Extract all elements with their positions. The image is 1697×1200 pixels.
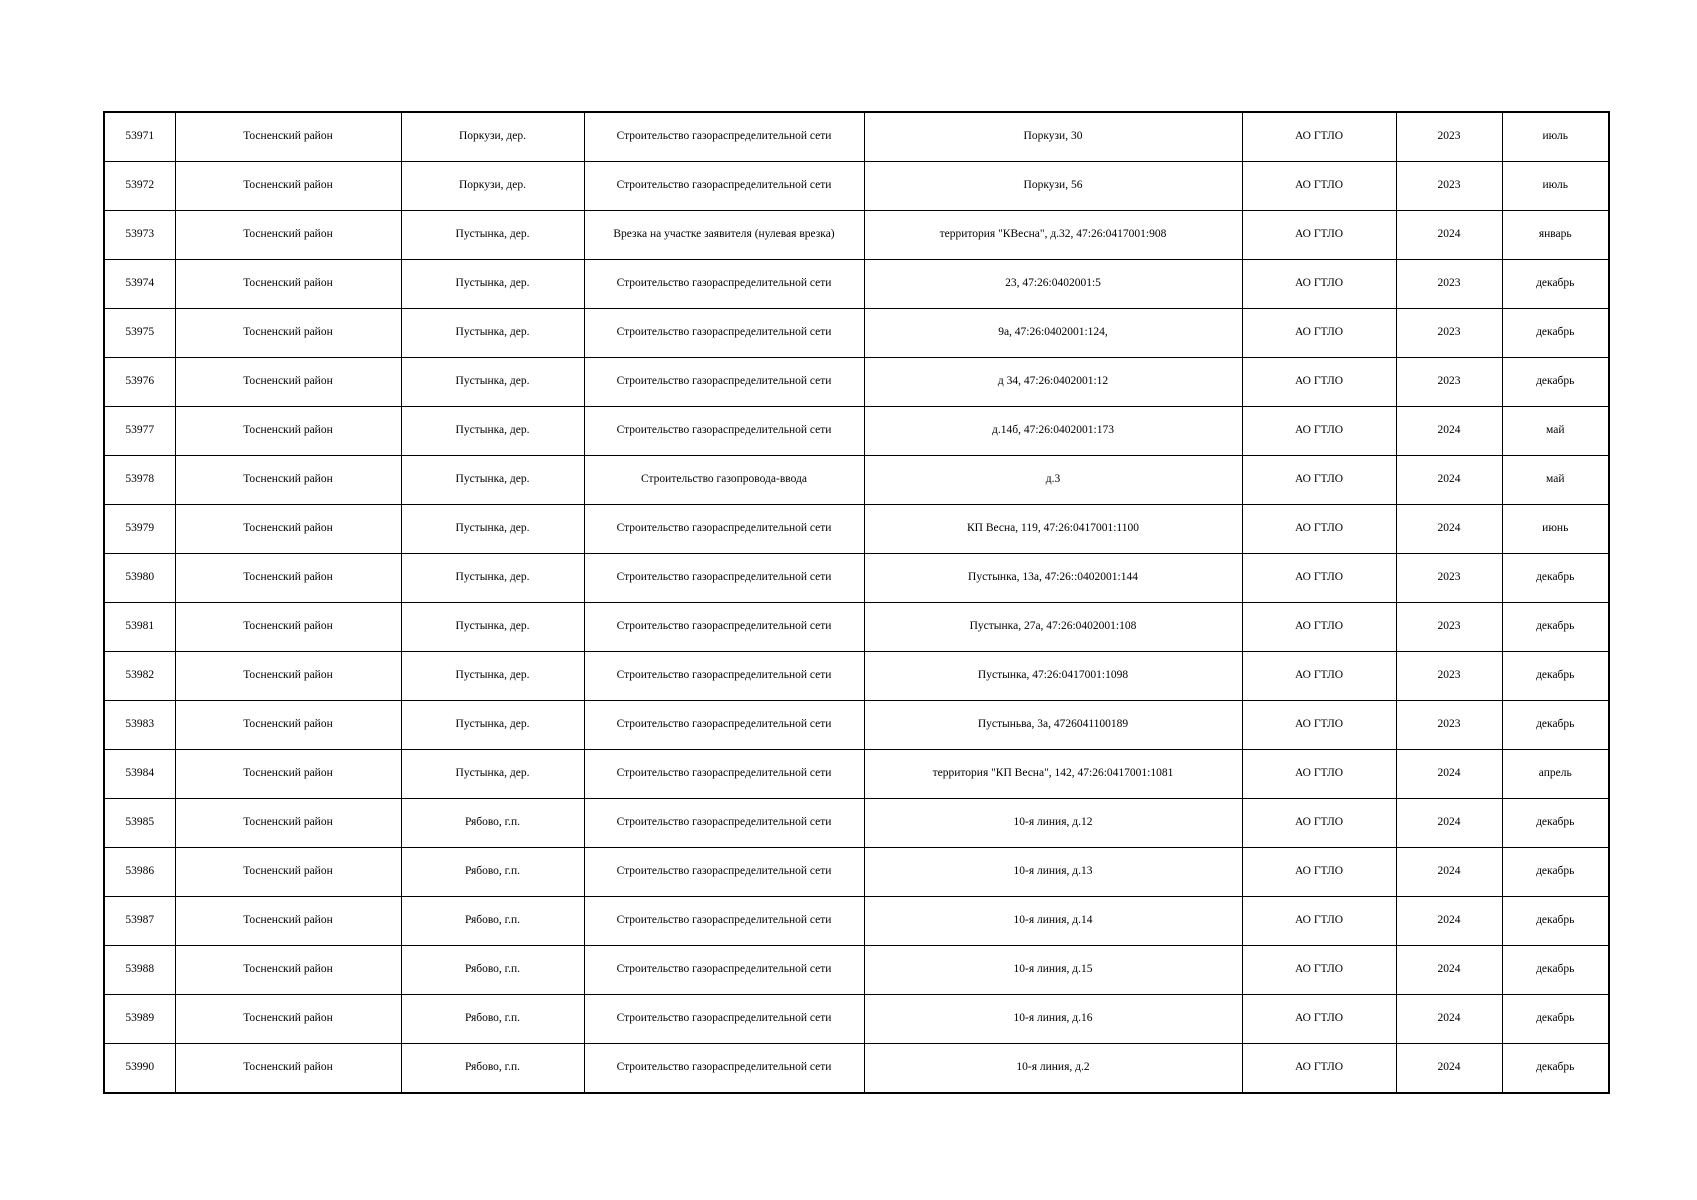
cell-year: 2023 [1396, 112, 1502, 162]
table-row [104, 603, 1609, 652]
table-row [104, 946, 1609, 995]
cell-locality: Поркузи, дер. [401, 162, 584, 211]
cell-year: 2024 [1396, 848, 1502, 897]
cell-organization: АО ГТЛО [1242, 358, 1396, 407]
cell-month: декабрь [1502, 946, 1609, 995]
cell-organization: АО ГТЛО [1242, 211, 1396, 260]
table-row [104, 358, 1609, 407]
cell-locality: Пустынка, дер. [401, 701, 584, 750]
cell-record-id: 53977 [104, 407, 175, 456]
cell-locality: Пустынка, дер. [401, 456, 584, 505]
cell-district: Тосненский район [175, 260, 401, 309]
cell-locality: Пустынка, дер. [401, 309, 584, 358]
cell-address: 10-я линия, д.13 [864, 848, 1242, 897]
table-row [104, 456, 1609, 505]
cell-work-type: Строительство газораспределительной сети [584, 309, 864, 358]
cell-address: территория "КВесна", д.32, 47:26:0417001:908 [864, 211, 1242, 260]
cell-district: Тосненский район [175, 407, 401, 456]
cell-organization: АО ГТЛО [1242, 554, 1396, 603]
cell-year: 2023 [1396, 358, 1502, 407]
cell-year: 2024 [1396, 995, 1502, 1044]
cell-locality: Пустынка, дер. [401, 211, 584, 260]
cell-organization: АО ГТЛО [1242, 112, 1396, 162]
cell-month: май [1502, 456, 1609, 505]
cell-month: июль [1502, 162, 1609, 211]
cell-month: декабрь [1502, 897, 1609, 946]
cell-locality: Рябово, г.п. [401, 1044, 584, 1094]
cell-district: Тосненский район [175, 112, 401, 162]
cell-year: 2023 [1396, 260, 1502, 309]
cell-work-type: Строительство газораспределительной сети [584, 848, 864, 897]
cell-record-id: 53987 [104, 897, 175, 946]
cell-organization: АО ГТЛО [1242, 407, 1396, 456]
cell-organization: АО ГТЛО [1242, 995, 1396, 1044]
table-row [104, 309, 1609, 358]
table-body [104, 112, 1609, 1093]
cell-address: д.14б, 47:26:0402001:173 [864, 407, 1242, 456]
cell-address: 10-я линия, д.15 [864, 946, 1242, 995]
cell-district: Тосненский район [175, 897, 401, 946]
cell-work-type: Строительство газораспределительной сети [584, 260, 864, 309]
cell-organization: АО ГТЛО [1242, 505, 1396, 554]
cell-year: 2023 [1396, 603, 1502, 652]
cell-address: Поркузи, 56 [864, 162, 1242, 211]
table-row [104, 554, 1609, 603]
table-row [104, 407, 1609, 456]
cell-organization: АО ГТЛО [1242, 750, 1396, 799]
cell-work-type: Врезка на участке заявителя (нулевая врезка) [584, 211, 864, 260]
table-row [104, 750, 1609, 799]
cell-organization: АО ГТЛО [1242, 799, 1396, 848]
cell-year: 2024 [1396, 946, 1502, 995]
cell-record-id: 53980 [104, 554, 175, 603]
cell-work-type: Строительство газораспределительной сети [584, 701, 864, 750]
cell-district: Тосненский район [175, 554, 401, 603]
cell-district: Тосненский район [175, 750, 401, 799]
cell-year: 2023 [1396, 701, 1502, 750]
cell-month: декабрь [1502, 309, 1609, 358]
cell-month: декабрь [1502, 995, 1609, 1044]
cell-organization: АО ГТЛО [1242, 701, 1396, 750]
cell-month: декабрь [1502, 1044, 1609, 1094]
cell-year: 2024 [1396, 799, 1502, 848]
table-row [104, 652, 1609, 701]
cell-district: Тосненский район [175, 848, 401, 897]
cell-district: Тосненский район [175, 652, 401, 701]
cell-district: Тосненский район [175, 603, 401, 652]
cell-year: 2024 [1396, 897, 1502, 946]
cell-address: 23, 47:26:0402001:5 [864, 260, 1242, 309]
cell-district: Тосненский район [175, 456, 401, 505]
cell-address: 10-я линия, д.2 [864, 1044, 1242, 1094]
cell-record-id: 53979 [104, 505, 175, 554]
table-row [104, 1044, 1609, 1094]
cell-district: Тосненский район [175, 1044, 401, 1094]
cell-locality: Рябово, г.п. [401, 799, 584, 848]
cell-locality: Пустынка, дер. [401, 750, 584, 799]
cell-locality: Пустынка, дер. [401, 358, 584, 407]
cell-year: 2024 [1396, 1044, 1502, 1094]
table-row [104, 112, 1609, 162]
cell-record-id: 53982 [104, 652, 175, 701]
cell-month: декабрь [1502, 848, 1609, 897]
cell-work-type: Строительство газораспределительной сети [584, 799, 864, 848]
cell-district: Тосненский район [175, 309, 401, 358]
table-row [104, 505, 1609, 554]
cell-month: декабрь [1502, 799, 1609, 848]
cell-address: Пустыньва, 3а, 4726041100189 [864, 701, 1242, 750]
cell-address: Поркузи, 30 [864, 112, 1242, 162]
table-row [104, 162, 1609, 211]
cell-record-id: 53971 [104, 112, 175, 162]
cell-record-id: 53988 [104, 946, 175, 995]
cell-locality: Рябово, г.п. [401, 946, 584, 995]
cell-work-type: Строительство газораспределительной сети [584, 1044, 864, 1094]
cell-month: декабрь [1502, 701, 1609, 750]
cell-organization: АО ГТЛО [1242, 652, 1396, 701]
cell-address: 10-я линия, д.16 [864, 995, 1242, 1044]
cell-work-type: Строительство газораспределительной сети [584, 995, 864, 1044]
cell-month: декабрь [1502, 554, 1609, 603]
cell-month: декабрь [1502, 260, 1609, 309]
cell-organization: АО ГТЛО [1242, 1044, 1396, 1094]
gasification-register-table [103, 111, 1610, 1094]
cell-district: Тосненский район [175, 799, 401, 848]
cell-work-type: Строительство газораспределительной сети [584, 897, 864, 946]
cell-address: Пустынка, 47:26:0417001:1098 [864, 652, 1242, 701]
cell-year: 2023 [1396, 162, 1502, 211]
cell-district: Тосненский район [175, 162, 401, 211]
cell-organization: АО ГТЛО [1242, 162, 1396, 211]
cell-work-type: Строительство газораспределительной сети [584, 652, 864, 701]
cell-record-id: 53974 [104, 260, 175, 309]
cell-year: 2023 [1396, 309, 1502, 358]
cell-month: декабрь [1502, 358, 1609, 407]
cell-district: Тосненский район [175, 995, 401, 1044]
cell-work-type: Строительство газораспределительной сети [584, 554, 864, 603]
cell-record-id: 53985 [104, 799, 175, 848]
table-row [104, 848, 1609, 897]
cell-record-id: 53978 [104, 456, 175, 505]
cell-year: 2024 [1396, 505, 1502, 554]
cell-locality: Пустынка, дер. [401, 554, 584, 603]
cell-locality: Рябово, г.п. [401, 995, 584, 1044]
table-row [104, 995, 1609, 1044]
cell-month: декабрь [1502, 652, 1609, 701]
cell-organization: АО ГТЛО [1242, 260, 1396, 309]
cell-locality: Пустынка, дер. [401, 260, 584, 309]
cell-organization: АО ГТЛО [1242, 848, 1396, 897]
table-row [104, 701, 1609, 750]
cell-organization: АО ГТЛО [1242, 309, 1396, 358]
cell-district: Тосненский район [175, 946, 401, 995]
cell-year: 2024 [1396, 407, 1502, 456]
table-row [104, 211, 1609, 260]
cell-district: Тосненский район [175, 505, 401, 554]
cell-record-id: 53972 [104, 162, 175, 211]
table-row [104, 260, 1609, 309]
cell-work-type: Строительство газораспределительной сети [584, 112, 864, 162]
cell-year: 2023 [1396, 554, 1502, 603]
cell-organization: АО ГТЛО [1242, 897, 1396, 946]
cell-record-id: 53981 [104, 603, 175, 652]
cell-record-id: 53976 [104, 358, 175, 407]
cell-record-id: 53975 [104, 309, 175, 358]
cell-month: январь [1502, 211, 1609, 260]
cell-work-type: Строительство газопровода-ввода [584, 456, 864, 505]
cell-district: Тосненский район [175, 358, 401, 407]
cell-year: 2024 [1396, 456, 1502, 505]
cell-address: 9а, 47:26:0402001:124, [864, 309, 1242, 358]
cell-work-type: Строительство газораспределительной сети [584, 603, 864, 652]
cell-month: июль [1502, 112, 1609, 162]
cell-district: Тосненский район [175, 701, 401, 750]
cell-month: апрель [1502, 750, 1609, 799]
cell-locality: Поркузи, дер. [401, 112, 584, 162]
cell-record-id: 53989 [104, 995, 175, 1044]
cell-address: КП Весна, 119, 47:26:0417001:1100 [864, 505, 1242, 554]
cell-address: Пустынка, 13а, 47:26::0402001:144 [864, 554, 1242, 603]
cell-district: Тосненский район [175, 211, 401, 260]
cell-month: май [1502, 407, 1609, 456]
cell-locality: Пустынка, дер. [401, 652, 584, 701]
cell-address: 10-я линия, д.12 [864, 799, 1242, 848]
cell-locality: Рябово, г.п. [401, 848, 584, 897]
cell-work-type: Строительство газораспределительной сети [584, 162, 864, 211]
cell-month: июнь [1502, 505, 1609, 554]
cell-address: территория "КП Весна", 142, 47:26:0417001:1081 [864, 750, 1242, 799]
cell-work-type: Строительство газораспределительной сети [584, 505, 864, 554]
cell-locality: Рябово, г.п. [401, 897, 584, 946]
cell-address: д 34, 47:26:0402001:12 [864, 358, 1242, 407]
cell-organization: АО ГТЛО [1242, 603, 1396, 652]
cell-year: 2023 [1396, 652, 1502, 701]
cell-record-id: 53990 [104, 1044, 175, 1094]
cell-organization: АО ГТЛО [1242, 946, 1396, 995]
cell-locality: Пустынка, дер. [401, 407, 584, 456]
cell-record-id: 53983 [104, 701, 175, 750]
cell-month: декабрь [1502, 603, 1609, 652]
cell-address: Пустынка, 27а, 47:26:0402001:108 [864, 603, 1242, 652]
cell-address: 10-я линия, д.14 [864, 897, 1242, 946]
table-row [104, 897, 1609, 946]
cell-locality: Пустынка, дер. [401, 505, 584, 554]
cell-record-id: 53986 [104, 848, 175, 897]
cell-record-id: 53984 [104, 750, 175, 799]
cell-organization: АО ГТЛО [1242, 456, 1396, 505]
cell-work-type: Строительство газораспределительной сети [584, 358, 864, 407]
cell-work-type: Строительство газораспределительной сети [584, 750, 864, 799]
cell-work-type: Строительство газораспределительной сети [584, 407, 864, 456]
cell-address: д.3 [864, 456, 1242, 505]
cell-locality: Пустынка, дер. [401, 603, 584, 652]
cell-record-id: 53973 [104, 211, 175, 260]
cell-year: 2024 [1396, 211, 1502, 260]
cell-work-type: Строительство газораспределительной сети [584, 946, 864, 995]
cell-year: 2024 [1396, 750, 1502, 799]
table-row [104, 799, 1609, 848]
